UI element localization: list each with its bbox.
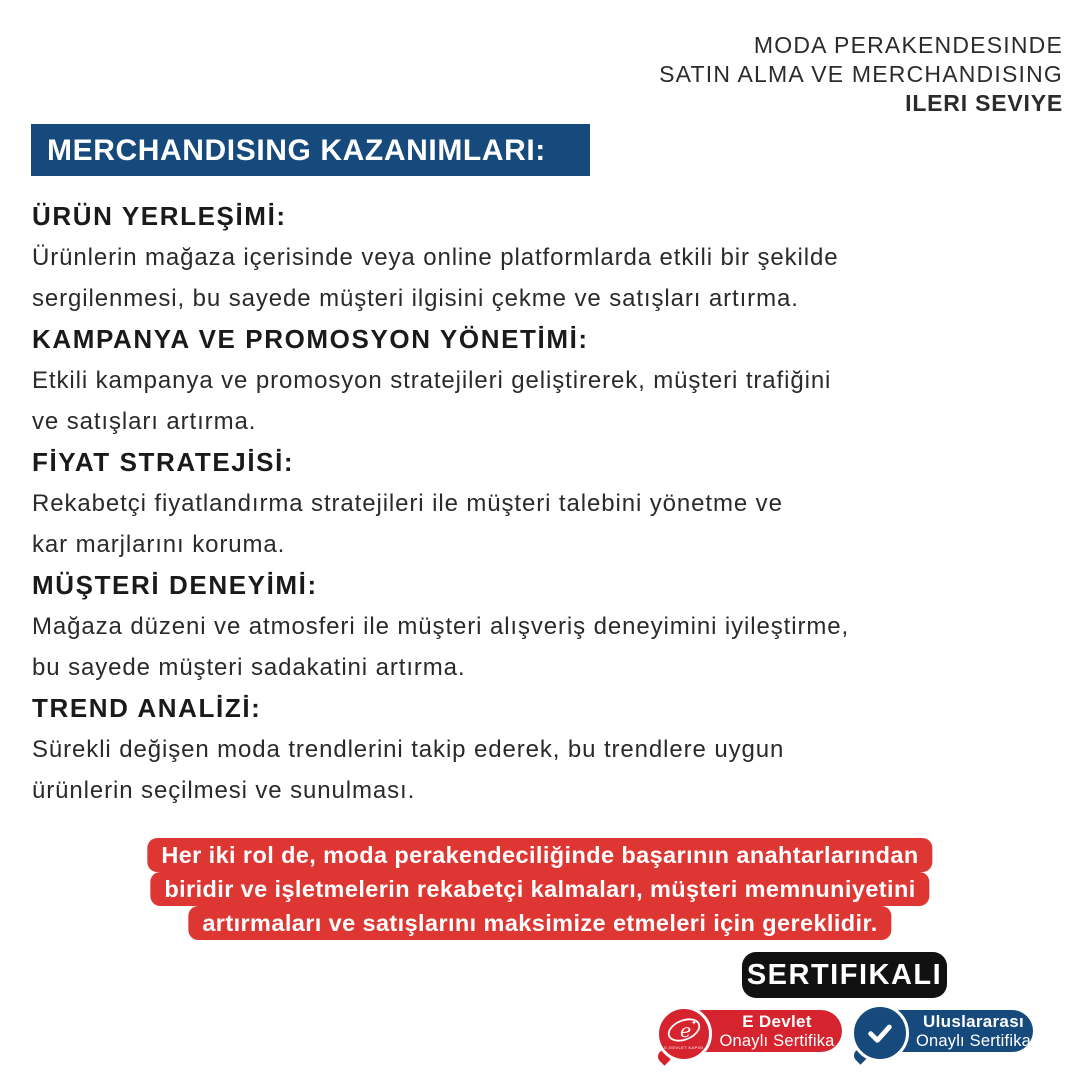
course-level: ILERI SEVIYE: [905, 90, 1063, 116]
section-text-line: kar marjlarını koruma.: [32, 531, 286, 558]
section-text-line: bu sayede müşteri sadakatini artırma.: [32, 654, 466, 681]
section-text-line: Mağaza düzeni ve atmosferi ile müşteri alışveriş deneyimini iyileştirme,: [32, 613, 850, 640]
course-title-line-1: MODA PERAKENDESINDE: [753, 32, 1063, 58]
section-text-line: ve satışları artırma.: [32, 408, 257, 435]
course-title-line-2: SATIN ALMA VE MERCHANDISING: [659, 61, 1063, 87]
certified-badge: SERTIFIKALI: [742, 952, 947, 998]
section-text-line: Rekabetçi fiyatlandırma stratejileri ile müşteri talebini yönetme ve: [32, 490, 783, 517]
section-urun-yerlesimi: [32, 196, 1052, 319]
section-kampanya-promosyon: [32, 319, 1052, 442]
callout-line: Her iki rol de, moda perakendeciliğinde başarının anahtarlarından: [147, 838, 932, 872]
section-text-line: Etkili kampanya ve promosyon stratejileri geliştirerek, müşteri trafiğini: [32, 367, 832, 394]
callout-line: artırmaları ve satışlarını maksimize etmeleri için gereklidir.: [188, 906, 891, 940]
section-text-line: Ürünlerin mağaza içerisinde veya online platformlarda etkili bir şekilde: [32, 244, 839, 271]
e-devlet-logo-graphic: [659, 1009, 709, 1059]
section-musteri-deneyimi: [32, 565, 1052, 688]
section-heading: FİYAT STRATEJİSİ:: [32, 447, 295, 477]
checkmark-graphic: [864, 1017, 896, 1049]
checkmark-icon: [851, 1004, 909, 1062]
edevlet-badge-subtitle: Onaylı Sertifika: [719, 1031, 835, 1050]
svg-text:e: e: [680, 1020, 692, 1042]
page-title: MERCHANDISING KAZANIMLARI:: [31, 124, 590, 176]
content: [32, 196, 1052, 811]
section-heading: ÜRÜN YERLEŞİMİ:: [32, 201, 287, 231]
section-text-line: Sürekli değişen moda trendlerini takip ederek, bu trendlere uygun: [32, 736, 785, 763]
course-header: [659, 31, 1063, 118]
svg-text:✦: ✦: [691, 1020, 697, 1027]
section-heading: KAMPANYA VE PROMOSYON YÖNETİMİ:: [32, 324, 589, 354]
callout-box: [147, 838, 932, 940]
section-heading: MÜŞTERİ DENEYİMİ:: [32, 570, 318, 600]
section-trend-analizi: [32, 688, 1052, 811]
section-text-line: ürünlerin seçilmesi ve sunulması.: [32, 777, 416, 804]
e-devlet-logo-caption: E-DEVLET KAPISI: [664, 1045, 704, 1050]
section-text-line: sergilenmesi, bu sayede müşteri ilgisini çekme ve satışları artırma.: [32, 285, 799, 312]
section-fiyat-stratejisi: [32, 442, 1052, 565]
e-devlet-logo-icon: [656, 1006, 712, 1062]
edevlet-badge-title: E Devlet: [742, 1011, 812, 1031]
section-heading: TREND ANALİZİ:: [32, 693, 262, 723]
international-badge-subtitle: Onaylı Sertifika: [915, 1031, 1032, 1050]
callout-line: biridir ve işletmelerin rekabetçi kalmaları, müşteri memnuniyetini: [150, 872, 929, 906]
international-badge-title: Uluslararası: [923, 1011, 1024, 1031]
